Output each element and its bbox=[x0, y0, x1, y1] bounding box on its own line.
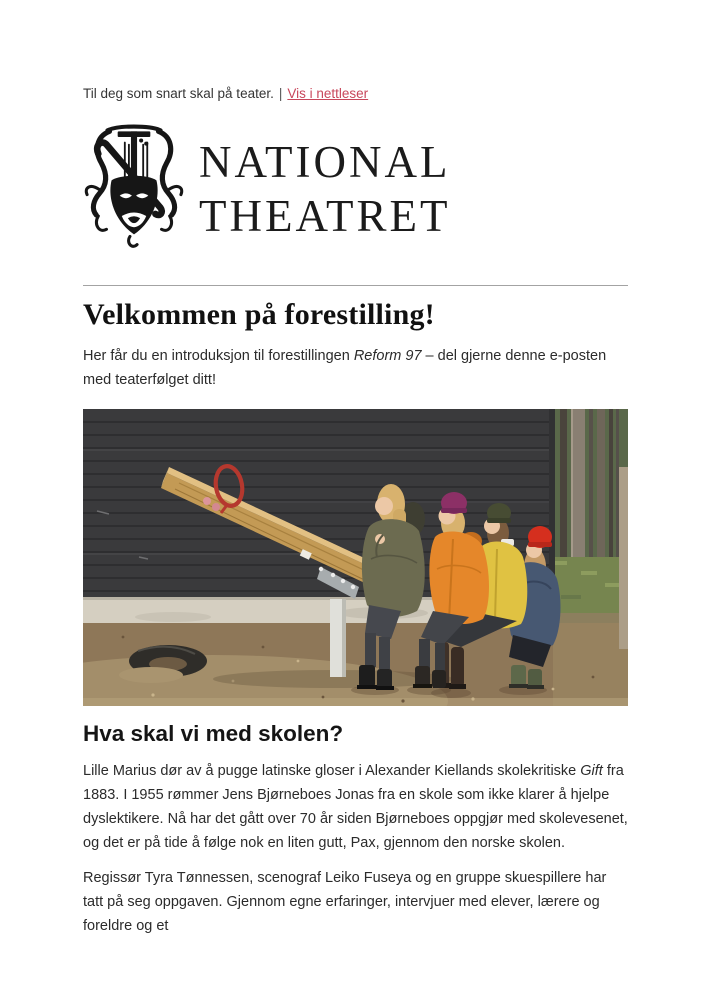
fence-post bbox=[619, 467, 628, 649]
brand-wordmark bbox=[199, 135, 450, 243]
intro-text-after: – del gjerne denne e-posten med teaterfølget ditt! bbox=[83, 348, 607, 388]
preheader-text: Til deg som snart skal på teater. bbox=[83, 86, 274, 101]
brand-logo[interactable] bbox=[83, 121, 628, 256]
body-paragraph-2: Regissør Tyra Tønnessen, scenograf Leiko Fuseya og en gruppe skuespillere har tatt på seg oppgaven. Gjennom egne erfaringer, intervjuer med elever, lærere og foreldre og et bbox=[83, 870, 607, 934]
preheader-separator: | bbox=[278, 86, 283, 101]
brand-name-line2: THEATRET bbox=[199, 190, 451, 241]
intro-text-before: Her får du en introduksjon til forestillingen bbox=[83, 348, 354, 364]
body-paragraph-1 bbox=[83, 759, 628, 855]
book-title-italic: Gift bbox=[580, 763, 603, 779]
view-in-browser-link[interactable]: Vis i nettleser bbox=[287, 86, 369, 101]
theatre-mask-icon bbox=[83, 121, 185, 256]
section-heading: Hva skal vi med skolen? bbox=[83, 721, 344, 746]
divider bbox=[83, 285, 628, 286]
hero-photo bbox=[83, 409, 628, 706]
show-title-italic: Reform 97 bbox=[353, 348, 422, 364]
paragraph1-before: Lille Marius dør av å pugge latinske gloser i Alexander Kiellands skolekritiske bbox=[83, 763, 581, 779]
page-title: Velkommen på forestilling! bbox=[83, 298, 435, 331]
forest-background bbox=[549, 409, 628, 629]
paragraph1-after: fra 1883. I 1955 rømmer Jens Bjørneboes Jonas fra en skole som ikke klarer å hjelpe dyslektikere. Nå har det gått over 70 år siden Bjørneboes oppgjør med skolevesenet, og det er på tide å følge nok en liten gutt, Pax, gjennom den norske skolen. bbox=[83, 763, 628, 851]
intro-paragraph bbox=[83, 344, 628, 392]
brand-name-line1: NATIONAL bbox=[199, 136, 451, 187]
preheader bbox=[83, 86, 628, 102]
